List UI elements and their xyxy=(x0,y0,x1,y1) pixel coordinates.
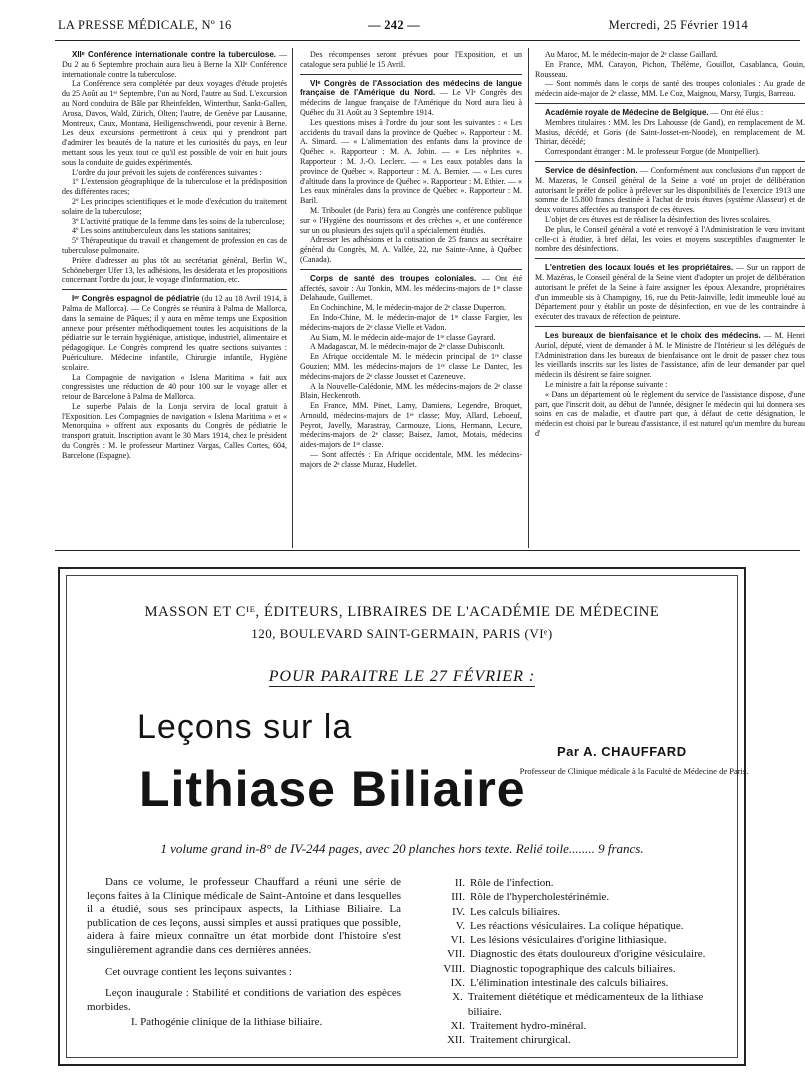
article-paragraph xyxy=(300,333,522,343)
article-text: Au Siam, M. le médecin aide-major de 1ʳᵉ classe Gayrard. xyxy=(310,332,496,342)
lesson-number: XI. xyxy=(450,1019,465,1032)
header-rule xyxy=(55,40,800,41)
article-paragraph xyxy=(300,50,522,70)
article-paragraph xyxy=(535,108,805,118)
article-paragraph xyxy=(300,352,522,381)
book-title-line-1: Leçons sur la xyxy=(137,708,353,746)
article-paragraph xyxy=(300,235,522,264)
article-paragraph xyxy=(62,168,287,178)
article-text: 4º Les soins antituberculeux dans les stations sanitaires; xyxy=(72,226,251,236)
article-text: — Sont nommés dans le corps de santé des troupes coloniales : Au grade de médecin aide-major de 2ᵉ classe, MM. Le Coz, Maignou, Marsy, Turgis, Barreau. xyxy=(535,79,805,99)
article-paragraph xyxy=(300,450,522,470)
lesson-item xyxy=(405,905,730,919)
lesson-title: Les réactions vésiculaires. La colique hépatique. xyxy=(470,919,684,932)
lesson-title: Traitement hydro-minéral. xyxy=(470,1019,587,1032)
article-paragraph xyxy=(62,236,287,256)
article-paragraph xyxy=(62,294,287,372)
article-text: De plus, le Conseil général a voté et renvoyé à l'Administration le vœu invitant celle-ci à étudier, à bref délai, les voies et moyens susceptibles d'augmenter le nombre des désinfections. xyxy=(535,224,805,254)
lesson-number: III. xyxy=(451,891,465,904)
article-paragraph xyxy=(535,380,805,390)
article-text: — Ont été élus : xyxy=(708,107,764,117)
section-rule xyxy=(55,550,800,551)
article-text: L'ordre du jour prévoit les sujets de conférences suivantes : xyxy=(72,167,262,177)
article-paragraph xyxy=(535,215,805,225)
article-text: Le superbe Palais de la Lonja servira de local gratuit à l'Exposition. Les Compagnies de navigation « Islena Maritima » et « Menorquina » offrent aux exposants du Congrès de pédiatrie le transport gratuit. Inscription avant le 30 Mars 1914, chez le président du Congrès : M. le professeur Martinez Vargas, Calles Cortes, 604, Barcelone (Espagne). xyxy=(62,401,287,460)
article-heading: XIIᵉ Conférence internationale contre la tuberculose. xyxy=(72,50,277,59)
lesson-item xyxy=(405,1019,730,1033)
column-middle xyxy=(300,50,522,545)
article-paragraph xyxy=(300,206,522,235)
column-divider xyxy=(528,48,529,548)
article-text: — Sur un rapport de M. Mazéras, le Conseil général de la Seine vient d'adopter un projet de délibération autorisant le préfet de la Seine à faire assigner les époux Alexandre, propriétaires d'un immeuble sis à Champigny, 16, rue du Petit-Jainville, ledit immeuble loué au Département pour y établir un poste de désinfection, en vue de les contraindre à exécuter des travaux de réfection de peinture. xyxy=(535,263,805,322)
article-text: L'objet de ces étuves est de réaliser la désinfection des livres scolaires. xyxy=(545,214,771,224)
column-right xyxy=(535,50,805,545)
lesson-title: Traitement diététique et médicamenteux de la lithiase biliaire. xyxy=(467,991,704,1018)
article-paragraph xyxy=(62,226,287,236)
article-text: — M. Henri Auriol, député, vient de demander à M. le Ministre de l'Intérieur si les délégués de l'Administration dans les bureaux de bienfaisance ont le droit de passer chez tous les vieillards inscrits sur les listes de l'assistance, afin de leur demander par quel médecin ils désirent se faire soigner. xyxy=(535,330,805,380)
advertisement-inner-frame xyxy=(66,575,749,1058)
article-paragraph xyxy=(62,50,287,79)
article-paragraph xyxy=(535,118,805,147)
page-header xyxy=(58,18,748,34)
article-paragraph xyxy=(62,256,287,285)
lesson-item xyxy=(405,933,730,947)
lesson-number: VIII. xyxy=(443,962,465,975)
lesson-number: VII. xyxy=(446,948,465,961)
article-heading: Service de désinfection. xyxy=(545,165,638,175)
volume-info: 1 volume grand in-8° de IV-244 pages, avec 20 planches hors texte. Relié toile........ 9 francs. xyxy=(160,841,644,856)
article-separator xyxy=(535,258,805,259)
article-paragraph xyxy=(300,303,522,313)
article-text: Correspondant étranger : M. le professeur Forgue (de Montpellier). xyxy=(545,147,760,157)
article-text: A Madagascar, M. le médecin-major de 2ᵉ classe Dubisconlt. xyxy=(310,342,505,352)
book-author: Par A. CHAUFFARD xyxy=(557,744,687,759)
lesson-title: Traitement chirurgical. xyxy=(470,1034,571,1047)
article-text: En France, MM. Pinet, Lamy, Damiens, Legendre, Broquet, Arnould, médecins-majors de 1ʳᵉ classe; Muy, Allard, Leboeuf, Peyrot, Javelly, Marastray, Carmouze, Lions, Hermann, Lecure, médecins-majors de 2ᵉ classe; Baisez, Jamot, Motais, médecins aides-majors de 1ʳᵉ classe. xyxy=(300,401,522,450)
lesson-title: Les lésions vésiculaires d'origine lithiasique. xyxy=(470,934,667,947)
article-paragraph xyxy=(62,177,287,197)
article-separator xyxy=(535,161,805,162)
article-heading: Iᵉʳ Congrès espagnol de pédiatrie xyxy=(72,294,200,304)
book-title-line-2: Lithiase Biliaire xyxy=(139,761,526,817)
article-paragraph xyxy=(300,382,522,402)
article-text: — Ont été affectés, savoir : Au Tonkin, MM. les médecins-majors de 1ʳᵉ classe Delahaude, Guillemet. xyxy=(300,273,522,303)
article-text: 3º L'activité pratique de la femme dans les soins de la tuberculose; xyxy=(72,216,285,226)
lesson-title: Rôle de l'hypercholestérinémie. xyxy=(470,891,610,904)
article-paragraph xyxy=(535,79,805,99)
column-left xyxy=(62,50,287,545)
article-paragraph xyxy=(300,118,522,206)
lesson-item xyxy=(405,876,730,890)
article-paragraph xyxy=(535,60,805,80)
lesson-number: IV. xyxy=(452,905,465,918)
article-separator xyxy=(300,74,522,75)
article-text: En France, MM. Carayon, Pichon, Thélème, Gouillot, Casablanca, Gouin, Rousseau. xyxy=(535,59,805,79)
article-text: Adresser les adhésions et la cotisation de 25 francs au secrétaire général du Congrès, M. A. Vallée, 22, rue Sainte-Anne, à Québec (Canada). xyxy=(300,235,522,264)
article-paragraph xyxy=(300,342,522,352)
article-paragraph xyxy=(62,373,287,402)
article-text: En Cochinchine, M. le médecin-major de 2ᵉ classe Duperron. xyxy=(310,303,506,313)
lesson-item xyxy=(405,976,730,990)
lesson-item xyxy=(405,890,730,904)
article-text: La Conférence sera complétée par deux voyages d'étude projetés du 25 Août au 1ᵉʳ Septembre, l'un au Nord, l'autre au Sud. L'excursion au Nord conduira de Bâle par Rheinfelden, Winterthur, Sankt-Gallen, Arosa, Davos, Wald, Zürich, Olten; l'autre, de Genève par Lausanne, Montreux, Caux, Montana, Heiligenschwendi, pour revenir à Berne. Les deux excursions permettront à ceux qui y prendront part d'admirer les beautés de la nature et les curiosités du pays, en leur mettant sous les yeux tout ce qu'il est possible de voir en huit jours sous la conduite de guides expérimentés. xyxy=(62,79,287,167)
article-separator xyxy=(535,326,805,327)
article-text: Le ministre a fait la réponse suivante : xyxy=(545,379,668,389)
lesson-inaugural: Leçon inaugurale : Stabilité et conditions de variation des espèces morbides. xyxy=(87,987,401,1013)
article-paragraph xyxy=(62,197,287,217)
publication-date-notice: POUR PARAITRE LE 27 FÉVRIER : xyxy=(268,668,536,685)
lesson-number: IX. xyxy=(450,977,465,990)
article-text: M. Triboulet (de Paris) fera au Congrès une conférence publique sur « l'Hygiène des nourrissons et des crèches », et une conférence sur un ou plusieurs des sujets qu'il a spécialement étudiés. xyxy=(300,205,522,235)
article-paragraph xyxy=(535,50,805,60)
article-heading: Académie royale de Médecine de Belgique. xyxy=(545,107,709,117)
article-text: — Conformément aux conclusions d'un rapport de M. Mazeras, le Conseil général de la Seine a voté un projet de délibération autorisant le préfet de police à prélever sur les disponibilités de l'exercice 1913 une somme de 15.800 francs destinée à l'achat de trois étuves (système Alasseur) et de deux voitures affectées au transport de ces étuves. xyxy=(535,165,805,215)
article-text: Membres titulaires : MM. les Drs Lahousse (de Gand), en remplacement de M. Masius, décédé, et Goris (de Saint-Josset-en-Noode), en remplacement de M. Thiriar, décédé; xyxy=(535,117,805,147)
publisher-name: MASSON ET Cᴵᴱ, ÉDITEURS, LIBRAIRES DE L'ACADÉMIE DE MÉDECINE xyxy=(144,604,660,620)
article-paragraph xyxy=(535,147,805,157)
description-paragraph: Dans ce volume, le professeur Chauffard a réuni une série de leçons faites à la Clinique médicale de Saint-Antoine et dans lesquelles il a étudié, sous ses principaux aspects, la Lithiase Biliaire. La publication de ces leçons, aussi simples et aussi pratiques que possible, aidera à faire mieux connaître un état morbide dont l'histoire s'est singulièrement agrandie dans ces dernières années. xyxy=(87,876,401,956)
lesson-item xyxy=(405,962,730,976)
article-text: 1º L'extension géographique de la tuberculose et la prédisposition des différentes races; xyxy=(62,177,287,197)
article-text: Prière d'adresser au plus tôt au secrétariat général, Berlin W., Schöneberger Ufer 13, les adhésions, les desiderata et les propositions concernant l'ordre du jour, le voyage d'information, etc. xyxy=(62,255,287,285)
article-text: — Sont affectés : En Afrique occidentale, MM. les médecins-majors de 2ᵉ classe Muraz, Hudellet. xyxy=(300,450,522,469)
article-paragraph xyxy=(62,79,287,167)
author-affiliation: Professeur de Clinique médicale à la Faculté de Médecine de Paris. xyxy=(519,766,749,776)
publisher-address: 120, BOULEVARD SAINT-GERMAIN, PARIS (VIᵉ) xyxy=(251,626,553,641)
article-paragraph xyxy=(300,401,522,450)
article-heading: VIᵉ Congrès de l'Association des médecins de langue française de l'Amérique du Nord. xyxy=(300,78,522,98)
article-paragraph xyxy=(535,390,805,439)
lessons-list xyxy=(405,876,730,1048)
journal-title: LA PRESSE MÉDICALE, Nº 16 xyxy=(58,18,232,32)
lesson-number: XII. xyxy=(446,1034,465,1047)
article-paragraph xyxy=(300,79,522,118)
article-paragraph xyxy=(300,313,522,333)
article-paragraph xyxy=(62,217,287,227)
article-text: (du 12 au 18 Avril 1914, à Palma de Mallorca). — Ce Congrès se réunira à Palma de Mallorca, dans la semaine de Pâques; il y aura en même temps une Exposition annexe pour présenter méthodiquement toutes les acquisitions de la pédiatrie sur le terrain hygiénique, artistique, industriel, alimentaire et pédagogique. Le Congrès comprend les quatre sections suivantes : Puériculture. Médecine infantile, Chirurgie infantile, Hygiène scolaire. xyxy=(62,294,287,372)
lesson-title: Rôle de l'infection. xyxy=(470,877,554,889)
article-text: « Dans un département où le règlement du service de l'assistance dispose, d'une part, que l'inscrit doit, au début de l'année, désigner le médecin qui lui donnera ses soins en cas de maladie, et d'autre part que, à défaut de cette désignation, le médecin est choisi par le bureau d'assistance, il est naturel qu'un membre du bureau d' xyxy=(535,389,805,438)
lesson-item xyxy=(405,1033,730,1047)
article-paragraph xyxy=(535,331,805,380)
lesson-title: Diagnostic des états douloureux d'origine vésiculaire. xyxy=(470,948,706,961)
article-separator xyxy=(535,103,805,104)
article-text: En Indo-Chine, M. le médecin-major de 1ʳᵉ classe Fargier, les médecins-majors de 2ᵉ classe Vielle et Vadon. xyxy=(300,312,522,332)
lesson-item xyxy=(405,919,730,933)
article-heading: Les bureaux de bienfaisance et le choix des médecins. xyxy=(545,330,761,340)
lesson-item xyxy=(405,947,730,961)
article-text: Au Maroc, M. le médecin-major de 2ᵉ classe Gaillard. xyxy=(545,50,718,59)
article-text: La Compagnie de navigation « Islena Maritima » fait aux congressistes une réduction de 40 pour 100 sur le voyage aller et retour de Barcelone à Palma de Mallorca. xyxy=(62,372,287,402)
article-paragraph xyxy=(300,274,522,303)
article-paragraph xyxy=(62,402,287,461)
lesson-number: II. xyxy=(454,877,465,889)
book-description xyxy=(87,876,401,1038)
issue-date: Mercredi, 25 Février 1914 xyxy=(608,18,748,32)
lesson-number: V. xyxy=(455,919,465,932)
article-separator xyxy=(300,269,522,270)
article-text: 2º Les principes scientifiques et le mode d'exécution du traitement solaire de la tuberculose; xyxy=(62,196,287,216)
lesson-title: L'élimination intestinale des calculs biliaires. xyxy=(470,977,669,990)
article-text: A la Nouvelle-Calédonie, MM. les médecins-majors de 2ᵉ classe Blain, Heckenroth. xyxy=(300,381,522,401)
lesson-number: X. xyxy=(452,991,463,1004)
page-number: — 242 — xyxy=(368,18,421,32)
article-text: Les questions mises à l'ordre du jour sont les suivantes : « Les accidents du travail dans la province de Québec ». Rapporteur : M. A. Simard. — « L'alimentation des enfants dans la province de Québec ». Rapporteur : M. A. Jobin. — « Les néphrites ». Rapporteur : M. J.-O. Leclerc. — « Les eaux potables dans la province de Québec ». Rapporteur : M. A. Bernier. — « Les cures d'altitude dans la province de Québec ». Rapporteur : M. Ethier. — « Les eaux minérales dans la province de Québec ». Rapporteur : M. Baril. xyxy=(300,117,522,206)
article-text: 5º Thérapeutique du travail et changement de profession en cas de tuberculose pulmonaire. xyxy=(62,236,287,255)
book-advertisement xyxy=(58,567,749,1066)
article-paragraph xyxy=(535,225,805,254)
article-paragraph xyxy=(535,166,805,215)
article-text: — Du 2 au 6 Septembre prochain aura lieu à Berne la XIIᵉ Conférence internationale contre la tuberculose. xyxy=(62,50,288,79)
article-paragraph xyxy=(535,263,805,322)
article-text: En Afrique occidentale M. le médecin principal de 1ʳᵉ classe Gouzien; MM. les médecins-majors de 1ʳᵉ classe Le Dantec, les médecins-majors de 2ᵉ classe Jousset et Cazeneuve. xyxy=(300,352,522,381)
article-text: Des récompenses seront prévues pour l'Exposition, et un catalogue sera publié le 15 Avril. xyxy=(300,50,522,69)
description-paragraph: Cet ouvrage contient les leçons suivantes : xyxy=(105,965,292,978)
lesson-item xyxy=(405,990,730,1019)
article-text: — Le VIᵉ Congrès des médecins de langue française de l'Amérique du Nord aura lieu à Québec du 31 Août au 3 Septembre 1914. xyxy=(300,88,522,117)
lesson-item: I. Pathogénie clinique de la lithiase biliaire. xyxy=(131,1016,323,1029)
lesson-title: Les calculs biliaires. xyxy=(470,905,561,918)
article-separator xyxy=(62,289,287,290)
article-heading: L'entretien des locaux loués et les propriétaires. xyxy=(545,263,734,273)
article-heading: Corps de santé des troupes coloniales. xyxy=(310,273,477,283)
column-divider xyxy=(292,48,293,548)
lesson-title: Diagnostic topographique des calculs biliaires. xyxy=(470,962,676,975)
lesson-number: VI. xyxy=(450,934,465,947)
